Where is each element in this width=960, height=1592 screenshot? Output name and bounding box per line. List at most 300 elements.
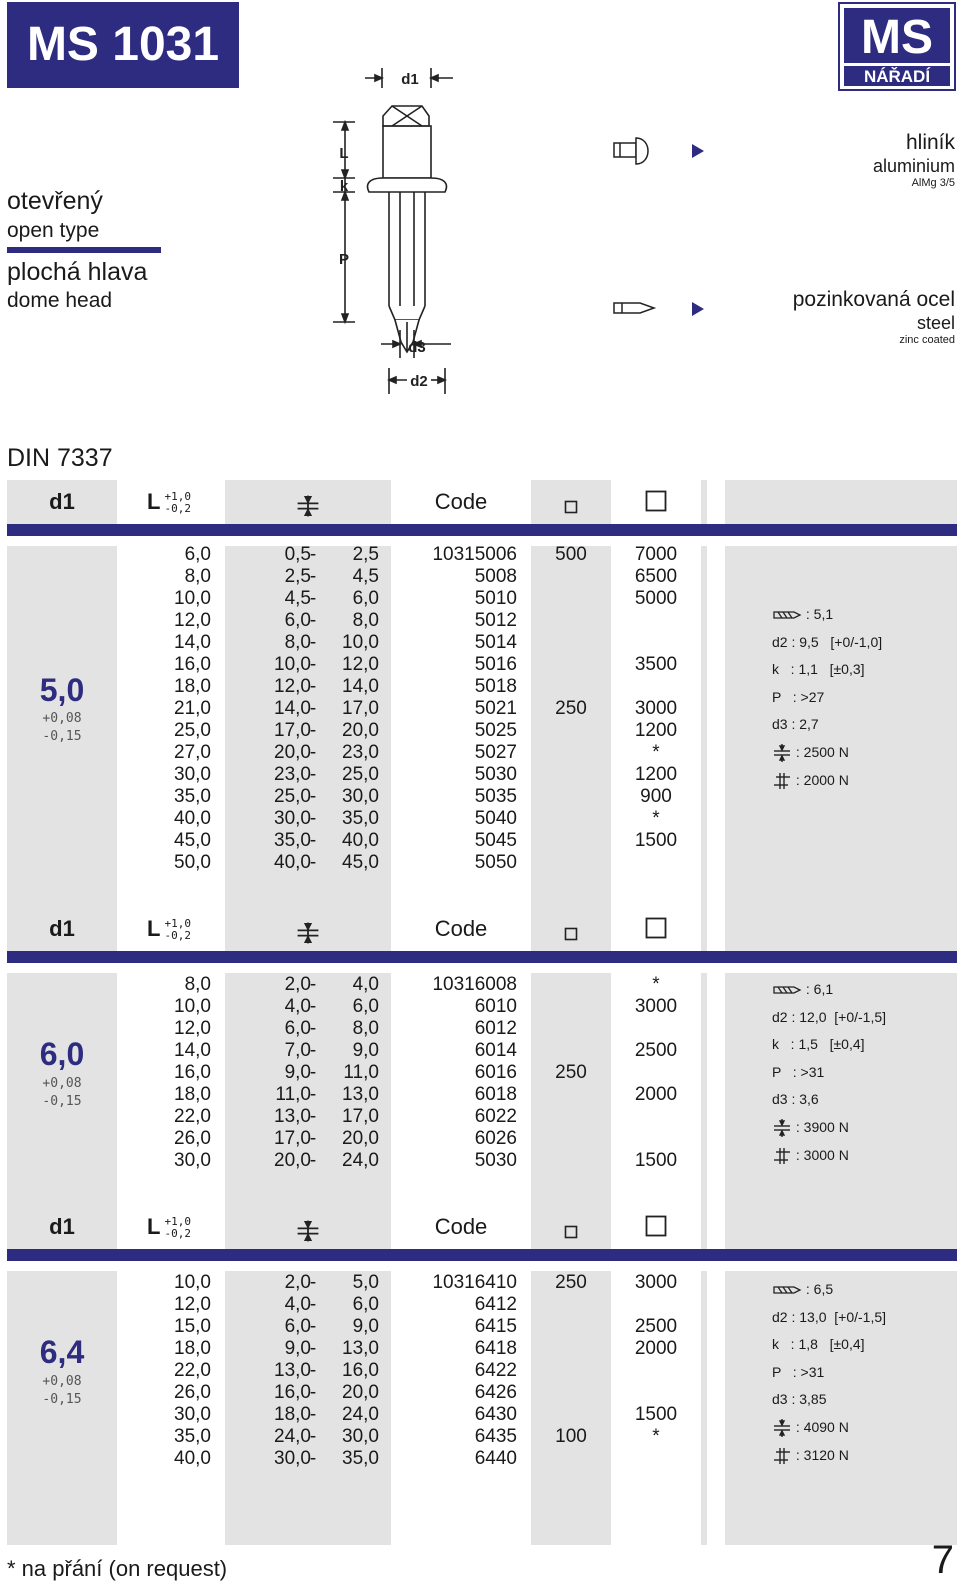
- grip-min-column-cell: 6,0: [284, 610, 311, 631]
- d1-tolerance: [7, 710, 117, 746]
- d1-tolerance: [7, 1373, 117, 1409]
- length-column-cell: 22,0: [174, 1360, 211, 1381]
- grip-min-column-cell: 35,0: [274, 830, 311, 851]
- spec-list: [772, 601, 882, 794]
- small-pack-column-cell: [533, 1084, 609, 1106]
- grip-max-column-cell: 45,0: [342, 852, 379, 873]
- code-column: [393, 974, 517, 1172]
- code-column-cell: 5027: [474, 742, 517, 763]
- grip-min-column-cell: 2,0: [284, 1272, 311, 1293]
- length-column-cell: 35,0: [174, 786, 211, 807]
- grip-dash: -: [309, 1294, 317, 1315]
- grip-max-column-cell: 30,0: [342, 1426, 379, 1447]
- col-small-pack: [531, 1205, 611, 1249]
- grip-dash: -: [309, 566, 317, 587]
- large-pack-column-cell: 2000: [634, 1338, 678, 1359]
- spec-tensile: [772, 1442, 886, 1470]
- small-pack-column-cell: [533, 1382, 609, 1404]
- code-column-cell: 6010: [474, 996, 517, 1017]
- code-column-cell: 5010: [474, 588, 517, 609]
- col-L-tol-plus: +1,0: [164, 490, 191, 504]
- grip-min-column-cell: 13,0: [274, 1360, 311, 1381]
- dim-L: L: [339, 145, 349, 162]
- small-pack-column-cell: [533, 566, 609, 588]
- col-grip-label: [225, 907, 391, 951]
- spec-tensile-value: : 3000 N: [795, 1146, 849, 1163]
- col-L-label: [147, 907, 231, 951]
- small-pack-column-cell: [533, 1040, 609, 1062]
- spec-drill-value: : 6,5: [805, 1281, 834, 1297]
- grip-min-column-cell: 4,0: [284, 996, 311, 1017]
- grip-min-column-cell: 0,5: [284, 544, 311, 565]
- large-pack-icon: [645, 490, 667, 512]
- grip-dash: -: [309, 1040, 317, 1061]
- grip-dash: -: [309, 1316, 317, 1337]
- small-pack-column: [533, 1272, 609, 1470]
- spec-shear-value: : 4090 N: [795, 1418, 849, 1435]
- table-header: [7, 907, 957, 951]
- grip-dash: -: [309, 588, 317, 609]
- grip-min-column-cell: 18,0: [274, 1404, 311, 1425]
- length-column-cell: 40,0: [174, 808, 211, 829]
- small-pack-column-cell: 250: [555, 698, 587, 719]
- ms-naradi-logo: [838, 2, 956, 91]
- length-column-cell: 45,0: [174, 830, 211, 851]
- header-bar: [7, 1249, 957, 1261]
- grip-max-column-cell: 8,0: [352, 1018, 379, 1039]
- arrow-right-icon: [690, 300, 706, 318]
- length-column-cell: 27,0: [174, 742, 211, 763]
- code-column-cell: 6426: [474, 1382, 517, 1403]
- grip-max-column: [319, 974, 379, 1172]
- col-L-text: L: [147, 916, 161, 941]
- code-column-cell: 5030: [474, 1150, 517, 1171]
- length-column-cell: 14,0: [174, 632, 211, 653]
- length-column-cell: 18,0: [174, 676, 211, 697]
- small-pack-column-cell: [533, 1018, 609, 1040]
- length-column-cell: 10,0: [174, 996, 211, 1017]
- spec-drill: [772, 1276, 886, 1304]
- tensile-force-icon: [772, 1147, 792, 1165]
- grip-dash: -: [309, 676, 317, 697]
- col-code-label: Code: [434, 1214, 488, 1239]
- length-column-cell: 30,0: [174, 764, 211, 785]
- small-pack-column-cell: [533, 786, 609, 808]
- drill-bit-icon: [772, 1284, 802, 1296]
- grip-max-column-cell: 17,0: [342, 698, 379, 719]
- length-column-cell: 26,0: [174, 1382, 211, 1403]
- length-column-cell: 10,0: [174, 588, 211, 609]
- header-cell-specs: [725, 480, 957, 524]
- grip-max-column-cell: 35,0: [342, 1448, 379, 1469]
- grip-max-column: [319, 544, 379, 874]
- material1-tiny: AlMg 3/5: [911, 177, 955, 189]
- large-pack-column-cell: 3000: [634, 996, 678, 1017]
- grip-min-column-cell: 7,0: [284, 1040, 311, 1061]
- large-pack-column-cell: *: [652, 742, 660, 763]
- grip-max-column-cell: 13,0: [342, 1338, 379, 1359]
- grip-min-column-cell: 17,0: [274, 720, 311, 741]
- grip-min-column-cell: 16,0: [274, 1382, 311, 1403]
- code-column-cell: 5021: [474, 698, 517, 719]
- length-column-cell: 26,0: [174, 1128, 211, 1149]
- din-standard: DIN 7337: [7, 444, 113, 472]
- material1-main: hliník: [905, 131, 955, 154]
- tensile-force-icon: [772, 1447, 792, 1465]
- large-pack-column-cell: [615, 1062, 697, 1084]
- header-bar: [7, 951, 957, 963]
- code-column-cell: 6435: [474, 1426, 517, 1447]
- grip-max-column-cell: 12,0: [342, 654, 379, 675]
- small-pack-column-cell: [533, 720, 609, 742]
- code-column-cell: 5040: [474, 808, 517, 829]
- spec-table-d6-0: [7, 907, 957, 1247]
- length-column-cell: 15,0: [174, 1316, 211, 1337]
- small-pack-column-cell: [533, 654, 609, 676]
- grip-min-column: [229, 1272, 311, 1470]
- code-column-cell: 6412: [474, 1294, 517, 1315]
- small-pack-column-cell: [533, 1316, 609, 1338]
- col-L-text: L: [147, 1214, 161, 1239]
- grip-max-column-cell: 9,0: [352, 1040, 379, 1061]
- grip-max-column-cell: 17,0: [342, 1106, 379, 1127]
- dim-d3: d3: [408, 339, 426, 356]
- large-pack-column-cell: 2500: [634, 1040, 678, 1061]
- col-L-tol-minus: -0,2: [164, 929, 191, 943]
- col-small-pack: [531, 907, 611, 951]
- large-pack-column-cell: [615, 852, 697, 874]
- small-pack-column-cell: [533, 1106, 609, 1128]
- small-pack-icon: [564, 500, 578, 514]
- code-column-cell: 5012: [474, 610, 517, 631]
- col-code-label: Code: [434, 489, 488, 514]
- spec-d3: d3 : 2,7: [772, 716, 819, 733]
- spec-p: P : >27: [772, 688, 825, 705]
- small-pack-column-cell: 500: [555, 544, 587, 565]
- code-column-cell: 5035: [474, 786, 517, 807]
- small-pack-column-cell: [533, 1360, 609, 1382]
- grip-min-column-cell: 12,0: [274, 676, 311, 697]
- grip-min-column: [229, 974, 311, 1172]
- large-pack-column-cell: 1500: [634, 1150, 678, 1171]
- grip-max-column-cell: 6,0: [352, 588, 379, 609]
- grip-dash: -: [309, 1404, 317, 1425]
- length-column-cell: 16,0: [174, 1062, 211, 1083]
- dim-k: k: [339, 178, 349, 195]
- length-column-cell: 30,0: [174, 1150, 211, 1171]
- length-column-cell: 8,0: [184, 566, 211, 587]
- grip-dash: -: [309, 1272, 317, 1293]
- grip-max-column-cell: 40,0: [342, 830, 379, 851]
- large-pack-column-cell: 2000: [634, 1084, 678, 1105]
- spec-list: [772, 1276, 886, 1469]
- grip-dash: -: [309, 1062, 317, 1083]
- grip-max-column-cell: 6,0: [352, 1294, 379, 1315]
- dim-d1: d1: [401, 71, 419, 88]
- large-pack-column-cell: *: [652, 1426, 660, 1447]
- code-column: [393, 544, 517, 874]
- arrow-right-icon: [690, 142, 706, 160]
- grip-min-column-cell: 24,0: [274, 1426, 311, 1447]
- grip-max-column-cell: 20,0: [342, 1128, 379, 1149]
- spec-tensile: [772, 767, 882, 795]
- grip-dash: -: [309, 632, 317, 653]
- grip-min-column-cell: 8,0: [284, 632, 311, 653]
- small-pack-column-cell: [533, 852, 609, 874]
- grip-dash: -: [309, 1018, 317, 1039]
- grip-min-column-cell: 14,0: [274, 698, 311, 719]
- shear-force-icon: [772, 1419, 792, 1437]
- length-column: [119, 974, 211, 1172]
- grip-min-column-cell: 9,0: [284, 1062, 311, 1083]
- large-pack-column-cell: 7000: [634, 544, 678, 565]
- grip-max-column-cell: 4,5: [352, 566, 379, 587]
- rivet-body-icon: [612, 134, 656, 168]
- spec-k: k : 1,8 [±0,4]: [772, 1336, 865, 1353]
- code-column-cell: 6022: [474, 1106, 517, 1127]
- material2-sub: steel: [916, 313, 955, 333]
- material1-sub: aluminium: [872, 156, 955, 176]
- large-pack-column-cell: *: [652, 808, 660, 829]
- col-d1-label: d1: [49, 489, 75, 514]
- material2-tiny: zinc coated: [899, 334, 955, 346]
- large-pack-column-cell: 3000: [634, 1272, 678, 1293]
- small-pack-column-cell: [533, 1150, 609, 1172]
- small-pack-column-cell: [533, 1338, 609, 1360]
- rivet-diagram: [325, 60, 465, 400]
- grip-dash: -: [309, 808, 317, 829]
- grip-dash-column: [307, 544, 319, 874]
- grip-max-column-cell: 20,0: [342, 1382, 379, 1403]
- header-cell-gap: [701, 1205, 707, 1249]
- material2-main: pozinkovaná ocel: [792, 288, 955, 311]
- header-cell-gap: [701, 907, 707, 951]
- small-pack-column-cell: [533, 1448, 609, 1470]
- spec-p: P : >31: [772, 1063, 825, 1080]
- length-column-cell: 12,0: [174, 1294, 211, 1315]
- d1-value: 5,0: [39, 672, 85, 708]
- grip-max-column-cell: 20,0: [342, 720, 379, 741]
- small-pack-column-cell: [533, 974, 609, 996]
- header-cell-specs: [725, 1205, 957, 1249]
- large-pack-column-cell: 1500: [634, 1404, 678, 1425]
- col-L-tolerance: [164, 491, 191, 515]
- grip-min-column-cell: 2,0: [284, 974, 311, 995]
- grip-max-column-cell: 35,0: [342, 808, 379, 829]
- grip-min-column-cell: 9,0: [284, 1338, 311, 1359]
- head-cz: plochá hlava: [7, 258, 148, 286]
- large-pack-column-cell: 2500: [634, 1316, 678, 1337]
- code-column-cell: 6018: [474, 1084, 517, 1105]
- grip-max-column-cell: 24,0: [342, 1404, 379, 1425]
- col-large-pack: [613, 480, 699, 524]
- drill-bit-icon: [772, 984, 802, 996]
- code-column-cell: 6440: [474, 1448, 517, 1469]
- col-large-pack: [613, 907, 699, 951]
- drill-bit-icon: [772, 609, 802, 621]
- shear-force-icon: [772, 1119, 792, 1137]
- body-cell-gap: [701, 546, 707, 946]
- small-pack-column-cell: [533, 996, 609, 1018]
- grip-dash: -: [309, 1128, 317, 1149]
- large-pack-column-cell: 1200: [634, 720, 678, 741]
- large-pack-column-cell: [615, 1106, 697, 1128]
- grip-dash: -: [309, 786, 317, 807]
- grip-min-column-cell: 4,5: [284, 588, 311, 609]
- length-column-cell: 21,0: [174, 698, 211, 719]
- code-column-cell: 6430: [474, 1404, 517, 1425]
- small-pack-column-cell: [533, 1404, 609, 1426]
- d1-value: 6,4: [39, 1334, 85, 1370]
- type-divider: [7, 247, 161, 253]
- spec-drill-value: : 6,1: [805, 981, 834, 997]
- spec-list: [772, 976, 886, 1169]
- d1-tol-plus: +0,08: [42, 711, 82, 726]
- col-L-tol-minus: -0,2: [164, 1227, 191, 1241]
- table-header: [7, 480, 957, 524]
- mandrel-icon: [612, 298, 658, 318]
- grip-min-column-cell: 40,0: [274, 852, 311, 873]
- code-column-cell: 5030: [474, 764, 517, 785]
- grip-dash: -: [309, 1360, 317, 1381]
- small-pack-column-cell: [533, 742, 609, 764]
- large-pack-column-cell: 5000: [634, 588, 678, 609]
- grip-dash: -: [309, 742, 317, 763]
- length-column-cell: 12,0: [174, 1018, 211, 1039]
- spec-drill: [772, 976, 886, 1004]
- grip-dash: -: [309, 544, 317, 565]
- grip-dash: -: [309, 1338, 317, 1359]
- dim-d2: d2: [410, 373, 428, 390]
- grip-dash: -: [309, 830, 317, 851]
- spec-shear: [772, 1114, 886, 1142]
- grip-dash: -: [309, 996, 317, 1017]
- head-en: dome head: [7, 289, 113, 312]
- spec-shear: [772, 739, 882, 767]
- grip-dash: -: [309, 1106, 317, 1127]
- small-pack-column-cell: 250: [555, 1272, 587, 1293]
- col-d1-label: d1: [49, 916, 75, 941]
- large-pack-column: [615, 1272, 697, 1470]
- length-column-cell: 40,0: [174, 1448, 211, 1469]
- small-pack-icon: [564, 1225, 578, 1239]
- code-column-cell: 6014: [474, 1040, 517, 1061]
- length-column-cell: 50,0: [174, 852, 211, 873]
- code-column-cell: 5014: [474, 632, 517, 653]
- large-pack-column-cell: [615, 1360, 697, 1382]
- grip-max-column-cell: 6,0: [352, 996, 379, 1017]
- spec-tensile-value: : 3120 N: [795, 1446, 849, 1463]
- grip-dash: -: [309, 1382, 317, 1403]
- length-column-cell: 12,0: [174, 610, 211, 631]
- dim-P: P: [338, 251, 350, 268]
- spec-d3: d3 : 3,6: [772, 1091, 819, 1108]
- tensile-force-icon: [772, 772, 792, 790]
- col-large-pack: [613, 1205, 699, 1249]
- grip-dash: -: [309, 1448, 317, 1469]
- length-column-cell: 14,0: [174, 1040, 211, 1061]
- col-L-tolerance: [164, 1216, 191, 1240]
- code-column-cell: 10316008: [432, 974, 517, 995]
- code-column-cell: 10315006: [432, 544, 517, 565]
- spec-d2: d2 : 13,0 [+0/-1,5]: [772, 1308, 887, 1325]
- code-column-cell: 6012: [474, 1018, 517, 1039]
- code-column: [393, 1272, 517, 1470]
- large-pack-column-cell: *: [652, 974, 660, 995]
- large-pack-column-cell: [615, 1448, 697, 1470]
- small-pack-column-cell: [533, 588, 609, 610]
- grip-max-column-cell: 30,0: [342, 786, 379, 807]
- large-pack-column-cell: [615, 1382, 697, 1404]
- spec-p: P : >31: [772, 1363, 825, 1380]
- code-column-cell: 6418: [474, 1338, 517, 1359]
- small-pack-icon: [564, 927, 578, 941]
- grip-max-column-cell: 5,0: [352, 1272, 379, 1293]
- grip-max-column-cell: 10,0: [342, 632, 379, 653]
- grip-min-column-cell: 23,0: [274, 764, 311, 785]
- large-pack-column-cell: [615, 1294, 697, 1316]
- large-pack-column-cell: [615, 632, 697, 654]
- grip-dash: -: [309, 610, 317, 631]
- large-pack-column: [615, 974, 697, 1172]
- code-column-cell: 5025: [474, 720, 517, 741]
- code-column-cell: 6026: [474, 1128, 517, 1149]
- spec-d2: d2 : 12,0 [+0/-1,5]: [772, 1008, 887, 1025]
- col-L-label: [147, 1205, 231, 1249]
- length-column-cell: 18,0: [174, 1084, 211, 1105]
- large-pack-column-cell: 3500: [634, 654, 678, 675]
- grip-max-column-cell: 14,0: [342, 676, 379, 697]
- d1-tol-minus: -0,15: [42, 729, 82, 744]
- length-column: [119, 1272, 211, 1470]
- length-column-cell: 25,0: [174, 720, 211, 741]
- large-pack-column-cell: 900: [640, 786, 672, 807]
- spec-d2: d2 : 9,5 [+0/-1,0]: [772, 633, 883, 650]
- grip-min-column-cell: 10,0: [274, 654, 311, 675]
- grip-max-column-cell: 11,0: [343, 1062, 379, 1083]
- large-pack-column: [615, 544, 697, 874]
- shear-force-icon: [772, 744, 792, 762]
- grip-max-column-cell: 16,0: [342, 1360, 379, 1381]
- grip-dash: -: [309, 1426, 317, 1447]
- header-bar: [7, 524, 957, 536]
- col-L-tol-minus: -0,2: [164, 502, 191, 516]
- grip-min-column-cell: 30,0: [274, 1448, 311, 1469]
- length-column-cell: 10,0: [174, 1272, 211, 1293]
- large-pack-icon: [645, 917, 667, 939]
- small-pack-column-cell: [533, 830, 609, 852]
- grip-min-column-cell: 6,0: [284, 1018, 311, 1039]
- length-column-cell: 22,0: [174, 1106, 211, 1127]
- grip-min-column-cell: 4,0: [284, 1294, 311, 1315]
- footnote: * na přání (on request): [7, 1556, 228, 1581]
- code-column-cell: 6415: [474, 1316, 517, 1337]
- grip-min-column-cell: 2,5: [284, 566, 311, 587]
- grip-max-column-cell: 2,5: [352, 544, 379, 565]
- col-grip-label: [225, 1205, 391, 1249]
- col-code-label: Code: [434, 916, 488, 941]
- code-column-cell: 6016: [474, 1062, 517, 1083]
- table-header: [7, 1205, 957, 1249]
- spec-drill: [772, 601, 882, 629]
- header-cell-gap: [701, 480, 707, 524]
- spec-tensile: [772, 1142, 886, 1170]
- col-small-pack: [531, 480, 611, 524]
- spec-k: k : 1,5 [±0,4]: [772, 1036, 865, 1053]
- grip-min-column-cell: 20,0: [274, 742, 311, 763]
- small-pack-column-cell: [533, 1294, 609, 1316]
- code-column-cell: 5018: [474, 676, 517, 697]
